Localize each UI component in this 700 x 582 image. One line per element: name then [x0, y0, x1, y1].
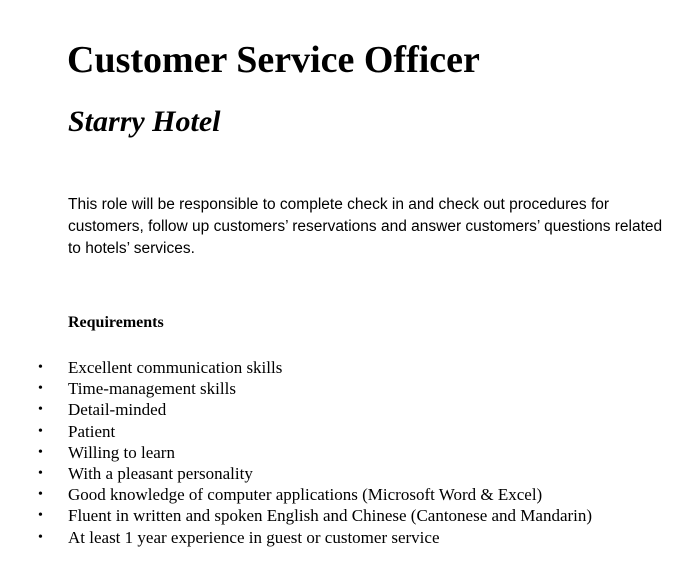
bullet-icon: •: [38, 466, 43, 482]
requirement-item: [0, 484, 690, 505]
bullet-icon: •: [38, 529, 43, 545]
bullet-icon: •: [38, 423, 43, 439]
requirement-item: [0, 463, 690, 484]
bullet-icon: •: [38, 402, 43, 418]
company-name: Starry Hotel: [68, 105, 221, 138]
job-description: This role will be responsible to complete check in and check out procedures for customers, follow up customers’ reservations and answer customers’ questions related to hotels’ services.: [68, 196, 663, 257]
requirement-text: With a pleasant personality: [68, 464, 253, 484]
bullet-icon: •: [38, 487, 43, 503]
requirements-list: [0, 357, 690, 548]
requirement-item: [0, 527, 690, 548]
requirement-item: [0, 399, 690, 420]
requirement-item: [0, 505, 690, 526]
requirement-text: Detail-minded: [68, 400, 167, 420]
requirement-item: [0, 421, 690, 442]
bullet-icon: •: [38, 360, 43, 375]
requirement-text: At least 1 year experience in guest or customer service: [68, 527, 440, 547]
bullet-icon: •: [38, 381, 43, 397]
requirement-text: Patient: [68, 421, 116, 441]
requirement-text: Excellent communication skills: [68, 358, 283, 377]
requirement-item: [0, 442, 690, 463]
bullet-icon: •: [38, 444, 43, 460]
requirement-text: Time-management skills: [68, 379, 236, 399]
requirement-text: Willing to learn: [68, 442, 175, 462]
requirement-text: Good knowledge of computer applications (Microsoft Word & Excel): [68, 485, 543, 505]
requirement-text: Fluent in written and spoken English and Chinese (Cantonese and Mandarin): [68, 506, 593, 526]
requirements-heading: Requirements: [68, 314, 164, 331]
job-title: Customer Service Officer: [67, 39, 480, 81]
requirement-item: [0, 378, 690, 399]
bullet-icon: •: [38, 508, 43, 524]
requirement-item: [0, 357, 690, 378]
